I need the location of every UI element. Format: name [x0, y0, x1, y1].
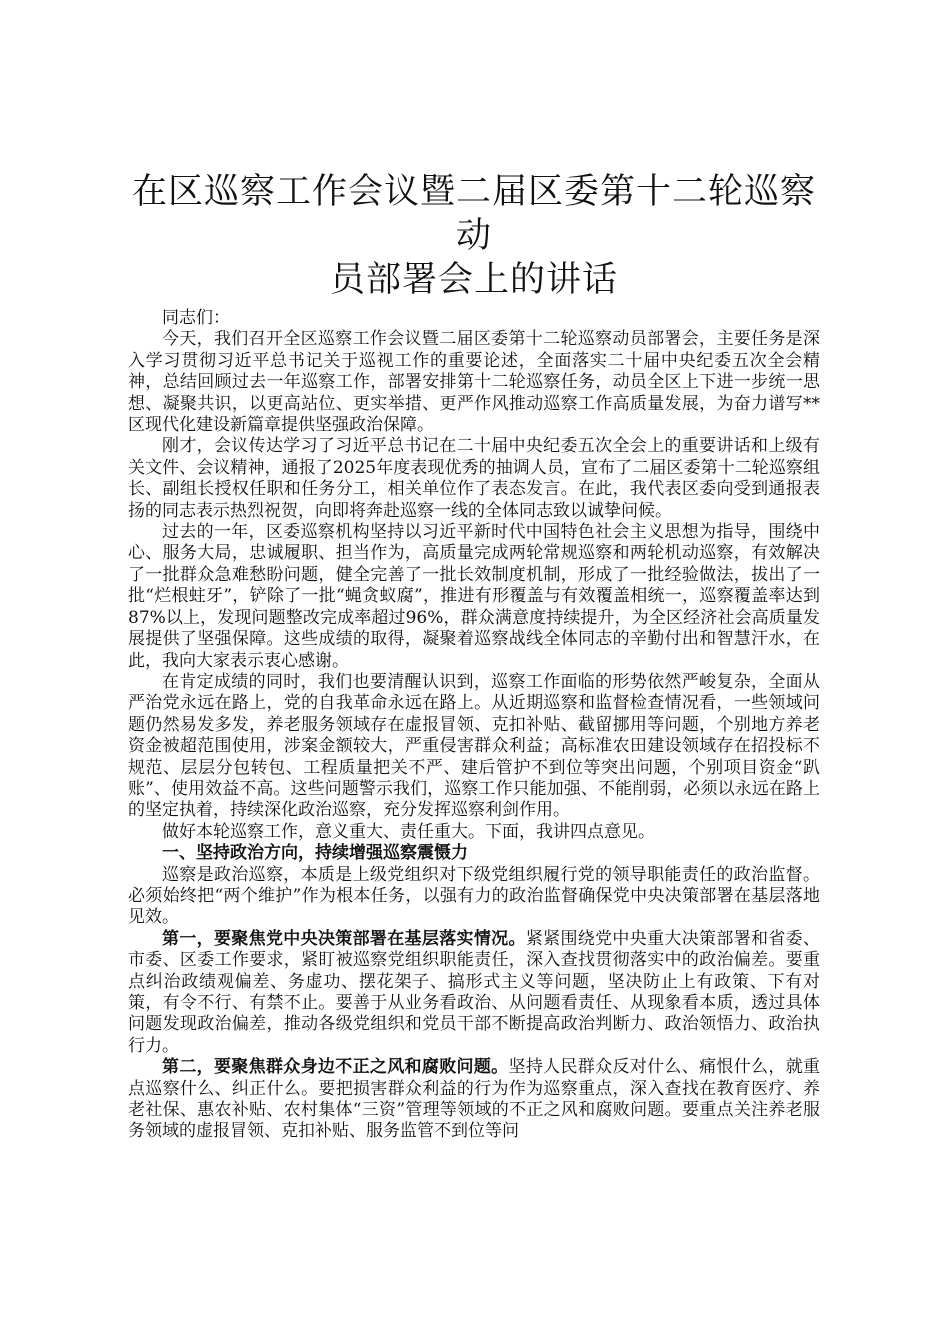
section-1-intro: 巡察是政治巡察，本质是上级党组织对下级党组织履行党的领导职能责任的政治监督。必须始终把“两个维护”作为根本任务，以强有力的政治监督确保党中央决策部署在基层落地见效。 [128, 864, 820, 928]
salutation: 同志们： [162, 308, 230, 328]
point-2-paragraph [128, 1057, 820, 1143]
point-1-lead: 第一，要聚焦党中央决策部署在基层落实情况。 [162, 928, 526, 949]
paragraph-intro: 今天，我们召开全区巡察工作会议暨二届区委第十二轮巡察动员部署会，主要任务是深入学习贯彻习近平总书记关于巡视工作的重要论述，全面落实二十届中央纪委五次全会精神，总结回顾过去一年巡察工作，部署安排第十二轮巡察任务，动员全区上下进一步统一思想、凝聚共识，以更高站位、更实举措、更严作风推动巡察工作高质量发展，为奋力谱写**区现代化建设新篇章提供坚强政治保障。 [128, 329, 820, 436]
paragraph-transition: 做好本轮巡察工作，意义重大、责任重大。下面，我讲四点意见。 [162, 821, 655, 842]
point-1-paragraph [128, 929, 820, 1057]
section-heading-1: 一、坚持政治方向，持续增强巡察震慑力 [162, 843, 468, 864]
title-line-2: 员部署会上的讲话 [329, 260, 618, 300]
document-page [128, 170, 820, 1143]
point-1-body: 紧紧围绕党中央重大决策部署和省委、市委、区委工作要求，紧盯被巡察党组织职能责任，深入查找贯彻落实中的政治偏差。要重点纠治政绩观偏差、务虚功、摆花架子、搞形式主义等问题，坚决防止上有政策、下有对策，有令不行、有禁不止。要善于从业务看政治、从问题看责任、从现象看本质，透过具体问题发现政治偏差，推动各级党组织和党员干部不断提高政治判断力、政治领悟力、政治执行力。 [128, 928, 821, 1056]
point-2-body: 坚持人民群众反对什么、痛恨什么，就重点巡察什么、纠正什么。要把损害群众利益的行为作为巡察重点，深入查找在教育医疗、养老社保、惠农补贴、农村集体“三资”管理等领域的不正之风和腐败问题。要重点关注养老服务领域的虚报冒领、克扣补贴、服务监管不到位等问 [128, 1057, 821, 1142]
document-title [128, 170, 820, 302]
paragraph-challenges: 在肯定成绩的同时，我们也要清醒认识到，巡察工作面临的形势依然严峻复杂，全面从严治党永远在路上，党的自我革命永远在路上。从近期巡察和监督检查情况看，一些领域问题仍然易发多发，养老服务领域存在虚报冒领、克扣补贴、截留挪用等问题，个别地方养老资金被超范围使用，涉案金额较大，严重侵害群众利益；高标准农田建设领域存在招投标不规范、层层分包转包、工程质量把关不严、建后管护不到位等突出问题，个别项目资金“趴账”、使用效益不高。这些问题警示我们，巡察工作只能加强、不能削弱，必须以永远在路上的坚定执着，持续深化政治巡察，充分发挥巡察利剑作用。 [128, 671, 820, 821]
paragraph-meeting-summary: 刚才，会议传达学习了习近平总书记在二十届中央纪委五次全会上的重要讲话和上级有关文件、会议精神，通报了2025年度表现优秀的抽调人员，宣布了二届区委第十二轮巡察组长、副组长授权任职和任务分工，相关单位作了表态发言。在此，我代表区委向受到通报表扬的同志表示热烈祝贺，向即将奔赴巡察一线的全体同志致以诚挚问候。 [128, 436, 820, 521]
point-2-lead: 第二，要聚焦群众身边不正之风和腐败问题。 [162, 1057, 509, 1078]
paragraph-achievements: 过去的一年，区委巡察机构坚持以习近平新时代中国特色社会主义思想为指导，围绕中心、服务大局，忠诚履职、担当作为，高质量完成两轮常规巡察和两轮机动巡察，有效解决了一批群众急难愁盼问题，健全完善了一批长效制度机制，形成了一批经验做法，拔出了一批“烂根蛀牙”，铲除了一批“蝇贪蚁腐”，推进有形覆盖与有效覆盖相统一，巡察覆盖率达到87%以上，发现问题整改完成率超过96%，群众满意度持续提升，为全区经济社会高质量发展提供了坚强保障。这些成绩的取得，凝聚着巡察战线全体同志的辛勤付出和智慧汗水，在此，我向大家表示衷心感谢。 [128, 522, 820, 671]
title-line-1: 在区巡察工作会议暨二届区委第十二轮巡察动 [131, 172, 816, 256]
